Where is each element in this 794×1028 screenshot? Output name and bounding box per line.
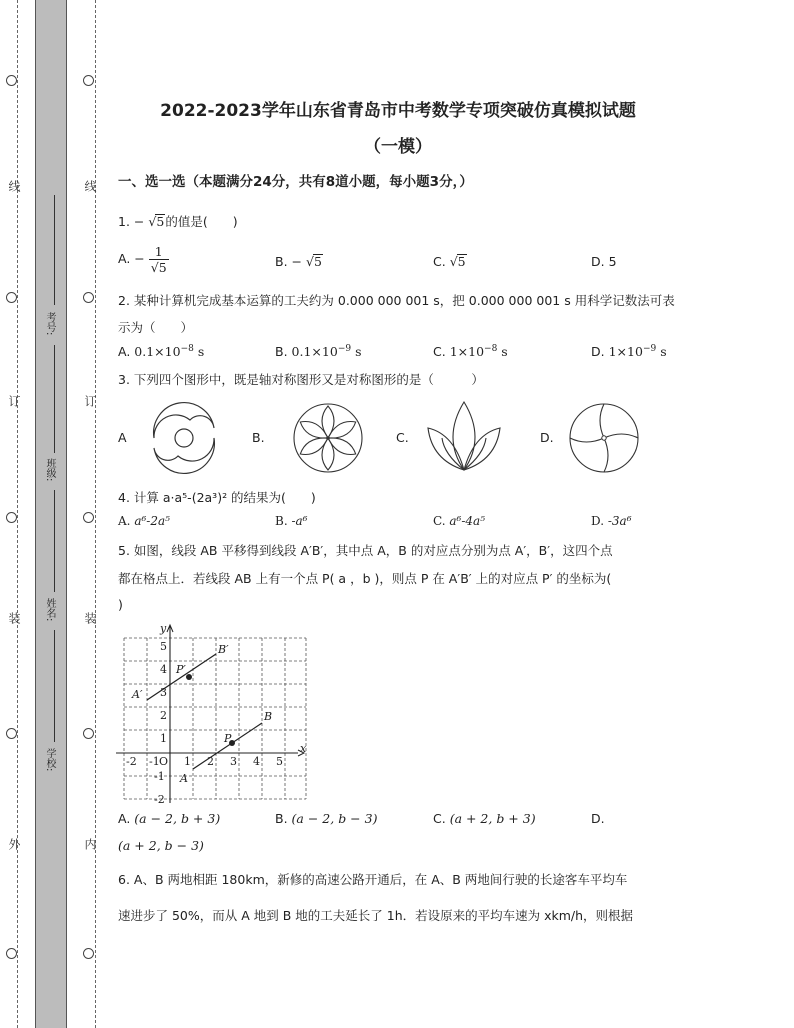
question-4-option-a[interactable]: A. a⁶-2a⁵ xyxy=(118,514,170,528)
question-2-option-c[interactable]: C. $1\times 10^{-8}$ s xyxy=(433,344,508,360)
question-3-figure-b xyxy=(290,400,366,476)
point-a-label: A xyxy=(180,772,188,785)
point-p-label: P xyxy=(224,732,232,745)
point-b-label: B xyxy=(264,710,273,723)
question-5-stem-line2: 都在格点上．若线段 AB 上有一个点 P( a ，b )，则点 P 在 A′B′ 上的对应点 P′ 的坐标为( xyxy=(118,571,612,586)
binding-hole xyxy=(6,292,17,303)
x-tick-label: -2 xyxy=(126,755,137,768)
binding-mark: 线 xyxy=(83,180,97,192)
question-2-option-d[interactable]: D. $1\times 10^{-9}$ s xyxy=(591,344,667,360)
question-5-option-d[interactable]: D. xyxy=(591,811,605,826)
x-tick-label: 4 xyxy=(253,755,260,768)
question-5-option-c[interactable]: C. (a + 2, b + 3) xyxy=(433,811,536,826)
class-blank[interactable] xyxy=(54,345,55,453)
binding-hole xyxy=(83,292,94,303)
point-p-prime-label: P′ xyxy=(176,663,186,676)
binding-mark: 订 xyxy=(83,395,97,407)
binding-hole xyxy=(6,75,17,86)
binding-cut-line-inner xyxy=(95,0,96,1028)
binding-gutter xyxy=(35,0,67,1028)
question-1-option-b[interactable]: B. − √5 xyxy=(275,254,322,269)
y-tick-label: 5 xyxy=(160,640,167,653)
binding-hole xyxy=(83,728,94,739)
binding-hole xyxy=(6,948,17,959)
class-label: 班级: xyxy=(44,458,55,482)
question-5-stem-line3: ) xyxy=(118,597,123,612)
question-2-stem-line1: 2. 某种计算机完成基本运算的工夫约为 0.000 000 001 s，把 0.000 000 001 s 用科学记数法可表 xyxy=(118,293,675,308)
question-3-figure-d xyxy=(566,400,642,476)
exam-number-label: 考号: xyxy=(44,312,55,336)
y-tick-label: -1 xyxy=(154,770,165,783)
binding-mark: 内 xyxy=(83,838,97,850)
question-3-option-b-label[interactable]: B. xyxy=(252,430,265,445)
question-3-option-c-label[interactable]: C. xyxy=(396,430,409,445)
x-tick-label: 2 xyxy=(207,755,214,768)
exam-number-blank[interactable] xyxy=(54,195,55,305)
question-5-option-b[interactable]: B. (a − 2, b − 3) xyxy=(275,811,378,826)
question-1-stem: 1. − √5的值是( ) xyxy=(118,214,238,229)
y-tick-label: 3 xyxy=(160,686,167,699)
question-1-option-d[interactable]: D. 5 xyxy=(591,254,617,269)
question-3-figure-c xyxy=(424,398,504,474)
page-subtitle: （一模） xyxy=(364,137,432,157)
question-3-option-a-label[interactable]: A xyxy=(118,430,127,445)
page-title: 2022-2023学年山东省青岛市中考数学专项突破仿真模拟试题 xyxy=(160,101,636,121)
y-axis-label: y xyxy=(160,622,167,635)
question-3-stem: 3. 下列四个图形中，既是轴对称图形又是对称图形的是（ ） xyxy=(118,372,484,387)
question-6-stem-line1: 6. A、B 两地相距 180km，新修的高速公路开通后，在 A、B 两地间行驶的长途客车平均车 xyxy=(118,872,628,887)
y-tick-label: 4 xyxy=(160,663,167,676)
fraction: $\frac{1}{√5}$ xyxy=(150,244,167,275)
point-b-prime-label: B′ xyxy=(218,643,229,656)
question-5-option-a[interactable]: A. (a − 2, b + 3) xyxy=(118,811,221,826)
question-number: 1. xyxy=(118,214,130,229)
origin-label: O xyxy=(159,755,169,768)
question-3-figure-a xyxy=(146,400,222,476)
binding-hole xyxy=(83,512,94,523)
question-4-option-b[interactable]: B. -a⁶ xyxy=(275,514,308,528)
question-4-option-c[interactable]: C. a⁶-4a⁵ xyxy=(433,514,486,528)
stem-tail: 的值是( ) xyxy=(165,214,238,229)
x-tick-label: 1 xyxy=(184,755,191,768)
question-5-stem-line1: 5. 如图，线段 AB 平移得到线段 A′B′，其中点 A，B 的对应点分别为点 A′，B′，这四个点 xyxy=(118,543,613,558)
question-5-grid-figure xyxy=(112,620,312,805)
y-tick-label: -2 xyxy=(154,793,165,805)
question-2-stem-line2: 示为（ ） xyxy=(118,320,194,335)
radicand: 5 xyxy=(156,214,165,229)
binding-hole xyxy=(83,75,94,86)
question-4-stem: 4. 计算 a·a⁵-(2a³)² 的结果为( ) xyxy=(118,490,316,505)
question-5-option-d-value[interactable]: (a + 2, b − 3) xyxy=(118,838,204,853)
binding-mark: 线 xyxy=(7,180,21,192)
question-2-option-a[interactable]: A. $0.1\times 10^{-8}$ s xyxy=(118,344,205,360)
question-1-option-c[interactable]: C. √5 xyxy=(433,254,466,269)
binding-hole xyxy=(6,728,17,739)
name-label: 姓名: xyxy=(44,598,55,622)
point-a-prime-label: A′ xyxy=(132,688,143,701)
x-tick-label: -1 xyxy=(149,755,160,768)
x-tick-label: 5 xyxy=(276,755,283,768)
binding-hole xyxy=(6,512,17,523)
y-tick-label: 2 xyxy=(160,709,167,722)
question-6-stem-line2: 速进步了 50%，而从 A 地到 B 地的工夫延长了 1h．若设原来的平均车速为 xkm/h，则根据 xyxy=(118,908,634,923)
x-axis-label: x xyxy=(300,742,307,755)
binding-mark: 装 xyxy=(83,612,97,624)
section-heading: 一、选一选（本题满分24分，共有8道小题，每小题3分，） xyxy=(118,174,473,190)
name-blank[interactable] xyxy=(54,490,55,592)
y-tick-label: 1 xyxy=(160,732,167,745)
binding-cut-line-outer xyxy=(17,0,18,1028)
question-2-option-b[interactable]: B. $0.1\times 10^{-9}$ s xyxy=(275,344,362,360)
minus-sign: − xyxy=(133,214,145,229)
binding-mark: 装 xyxy=(7,612,21,624)
question-1-option-a[interactable]: A. − $\frac{1}{√5}$ xyxy=(118,244,167,275)
school-blank[interactable] xyxy=(54,630,55,742)
question-3-option-d-label[interactable]: D. xyxy=(540,430,554,445)
binding-margin xyxy=(0,0,100,1028)
binding-hole xyxy=(83,948,94,959)
school-label: 学校: xyxy=(44,748,55,772)
question-4-option-d[interactable]: D. -3a⁶ xyxy=(591,514,632,528)
binding-mark: 外 xyxy=(7,838,21,850)
x-tick-label: 3 xyxy=(230,755,237,768)
binding-mark: 订 xyxy=(7,395,21,407)
